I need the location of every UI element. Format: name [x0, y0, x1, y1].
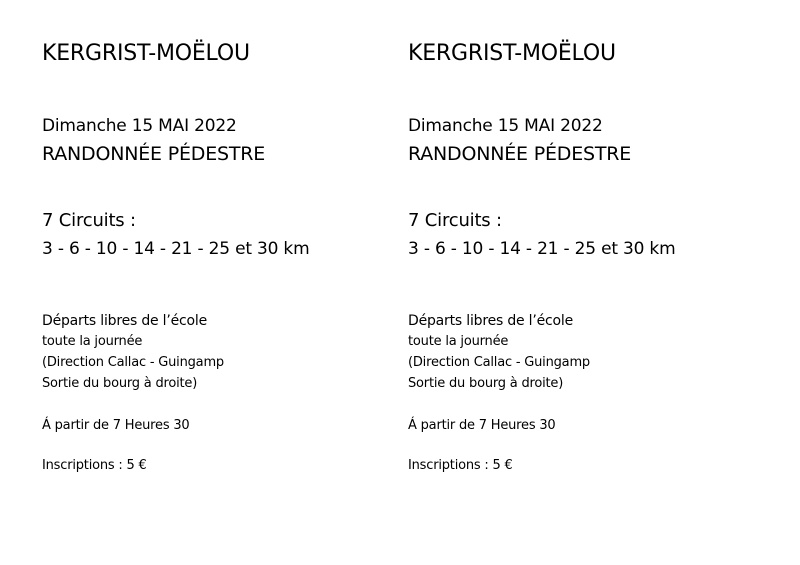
event-date: Dimanche 15 MAI 2022: [42, 116, 237, 136]
event-title: RANDONNÉE PÉDESTRE: [42, 143, 266, 165]
departures-line-1: Départs libres de l’école: [42, 313, 207, 329]
departures-line-1: Départs libres de l’école: [408, 313, 573, 329]
town-name: KERGRIST-MOËLOU: [42, 41, 250, 66]
flyer-left: [42, 0, 402, 565]
town-name: KERGRIST-MOËLOU: [408, 41, 616, 66]
event-title: RANDONNÉE PÉDESTRE: [408, 143, 632, 165]
start-time: Á partir de 7 Heures 30: [42, 418, 190, 433]
departures-line-2: toute la journée: [42, 334, 143, 349]
event-date: Dimanche 15 MAI 2022: [408, 116, 603, 136]
circuits-distances: 3 - 6 - 10 - 14 - 21 - 25 et 30 km: [42, 239, 310, 259]
start-time: Á partir de 7 Heures 30: [408, 418, 556, 433]
departures-line-4: Sortie du bourg à droite): [42, 376, 198, 391]
circuits-heading: 7 Circuits :: [408, 210, 502, 231]
departures-line-3: (Direction Callac - Guingamp: [408, 355, 590, 370]
flyer-right: [408, 0, 768, 565]
registration-fee: Inscriptions : 5 €: [42, 458, 147, 473]
departures-line-4: Sortie du bourg à droite): [408, 376, 564, 391]
departures-line-2: toute la journée: [408, 334, 509, 349]
registration-fee: Inscriptions : 5 €: [408, 458, 513, 473]
circuits-heading: 7 Circuits :: [42, 210, 136, 231]
circuits-distances: 3 - 6 - 10 - 14 - 21 - 25 et 30 km: [408, 239, 676, 259]
departures-line-3: (Direction Callac - Guingamp: [42, 355, 224, 370]
